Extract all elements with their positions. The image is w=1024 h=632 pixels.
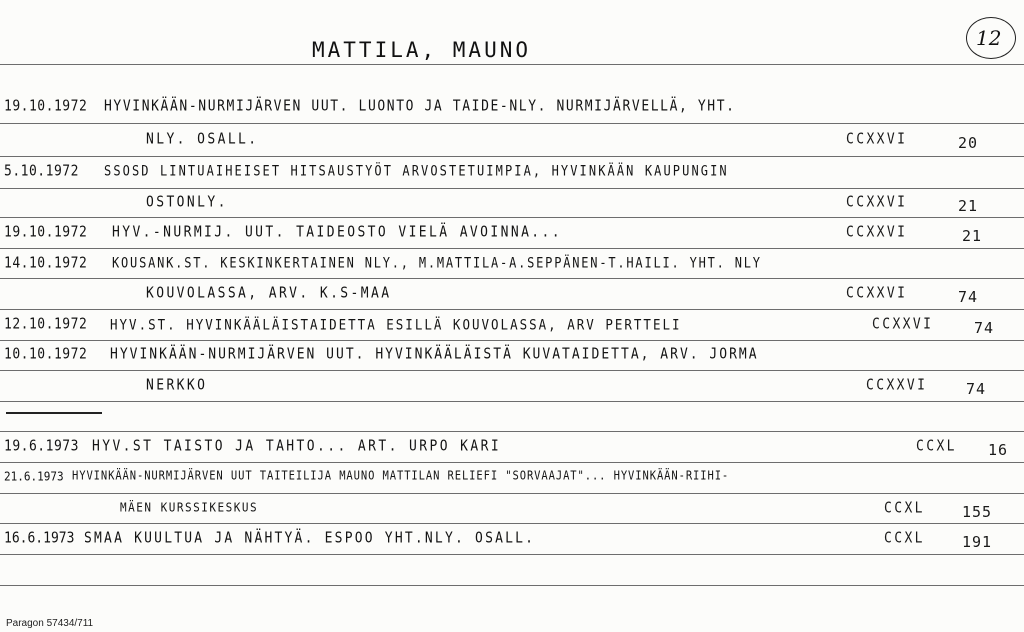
entry-reference: CCXL (884, 499, 925, 517)
ruled-line (0, 278, 1024, 279)
entry-text: HYV.ST TAISTO JA TAHTO... ART. URPO KARI (92, 437, 502, 455)
ruled-line (0, 462, 1024, 463)
card-title: MATTILA, MAUNO (312, 38, 532, 62)
entry-text-continued: NERKKO (146, 376, 208, 394)
entry-reference: CCXXVI (866, 376, 928, 394)
entry-page: 21 (958, 197, 979, 215)
ruled-line (0, 64, 1024, 65)
entry-date: 21.6.1973 (4, 469, 64, 484)
entry-text: KOUSANK.ST. KESKINKERTAINEN NLY., M.MATTILA-A.SEPPÄNEN-T.HAILI. YHT. NLY (112, 254, 762, 271)
ruled-line (0, 554, 1024, 555)
entry-page: 74 (958, 288, 979, 306)
ruled-line (0, 431, 1024, 432)
ruled-line (0, 585, 1024, 586)
entry-text-continued: NLY. OSALL. (146, 130, 259, 148)
entry-page: 155 (962, 503, 993, 521)
entry-reference: CCXXVI (846, 130, 908, 148)
entry-text-continued: KOUVOLASSA, ARV. K.S-MAA (146, 284, 392, 302)
ruled-line (0, 370, 1024, 371)
entry-reference: CCXXVI (872, 315, 934, 333)
card-footer: Paragon 57434/711 (6, 618, 94, 629)
ruled-line (0, 523, 1024, 524)
entry-text-continued: MÄEN KURSSIKESKUS (120, 500, 259, 515)
ruled-line (0, 340, 1024, 341)
ruled-line (0, 217, 1024, 218)
entry-page: 20 (958, 134, 979, 152)
card-number: 12 (976, 26, 1002, 50)
entry-text: SSOSD LINTUAIHEISET HITSAUSTYÖT ARVOSTETUIMPIA, HYVINKÄÄN KAUPUNGIN (104, 162, 729, 179)
entry-date: 19.10.1972 (4, 97, 88, 115)
entry-text: SMAA KUULTUA JA NÄHTYÄ. ESPOO YHT.NLY. OSALL. (84, 529, 536, 547)
entry-text: HYVINKÄÄN-NURMIJÄRVEN UUT. LUONTO JA TAIDE-NLY. NURMIJÄRVELLÄ, YHT. (104, 97, 736, 115)
entry-date: 16.6.1973 (4, 529, 75, 547)
entry-page: 191 (962, 533, 993, 551)
section-separator (6, 412, 102, 414)
entry-date: 19.6.1973 (4, 437, 79, 455)
entry-date: 12.10.1972 (4, 315, 88, 333)
entry-reference: CCXL (916, 437, 957, 455)
entry-reference: CCXXVI (846, 284, 908, 302)
entry-page: 74 (966, 380, 987, 398)
ruled-line (0, 248, 1024, 249)
entry-reference: CCXXVI (846, 193, 908, 211)
entry-text-continued: OSTONLY. (146, 193, 228, 211)
entry-page: 74 (974, 319, 995, 337)
entry-text: HYV.ST. HYVINKÄÄLÄISTAIDETTA ESILLÄ KOUVOLASSA, ARV PERTTELI (110, 315, 682, 333)
entry-date: 19.10.1972 (4, 223, 88, 241)
entry-date: 14.10.1972 (4, 254, 88, 272)
ruled-line (0, 156, 1024, 157)
entry-page: 16 (988, 441, 1009, 459)
entry-page: 21 (962, 227, 983, 245)
entry-date: 10.10.1972 (4, 345, 88, 363)
entry-reference: CCXXVI (846, 223, 908, 241)
entry-text: HYVINKÄÄN-NURMIJÄRVEN UUT. HYVINKÄÄLÄISTÄ KUVATAIDETTA, ARV. JORMA (110, 345, 759, 363)
ruled-line (0, 309, 1024, 310)
entry-text: HYVINKÄÄN-NURMIJÄRVEN UUT TAITEILIJA MAUNO MATTILAN RELIEFI "SORVAAJAT"... HYVINKÄÄN-RIIHI- (72, 469, 730, 483)
ruled-line (0, 188, 1024, 189)
entry-date: 5.10.1972 (4, 162, 79, 180)
ruled-line (0, 123, 1024, 124)
ruled-line (0, 401, 1024, 402)
entry-text: HYV.-NURMIJ. UUT. TAIDEOSTO VIELÄ AVOINNA... (112, 223, 562, 241)
entry-reference: CCXL (884, 529, 925, 547)
ruled-line (0, 493, 1024, 494)
